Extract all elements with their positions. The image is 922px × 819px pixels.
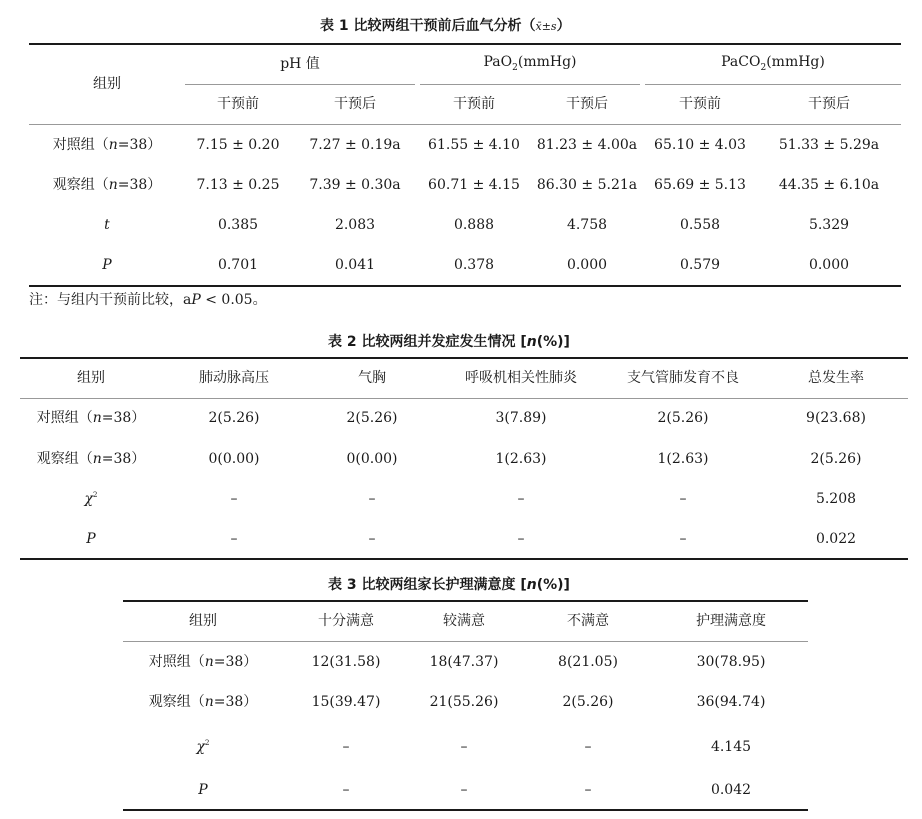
table3-cell: –	[460, 739, 468, 755]
table1-row-label: 观察组（n=38）	[52, 177, 162, 193]
table2-row-label: 对照组（n=38）	[36, 410, 146, 426]
table3-cell: 30(78.95)	[696, 654, 766, 670]
table3-cell: –	[342, 739, 350, 755]
table2-cell: 2(5.26)	[208, 410, 260, 426]
table2-cell: –	[679, 531, 687, 547]
table2-row-label: $\chi^2$	[84, 491, 98, 507]
table2-cell: –	[230, 491, 238, 507]
table2-row-label: 观察组（n=38）	[36, 451, 146, 467]
table1-cell: 0.000	[808, 257, 850, 273]
table2-cell: 1(2.63)	[657, 451, 709, 467]
table1-cell: 86.30 ± 5.21a	[536, 177, 638, 193]
table3-row-label: $\chi^2$	[196, 739, 210, 755]
table1-header-pao2: PaO$_2$(mmHg)	[483, 54, 577, 73]
table2-cell: –	[679, 491, 687, 507]
table1-subheader: 干预前	[679, 96, 721, 112]
table1-cell: 0.041	[334, 257, 376, 273]
table2-header: 肺动脉高压	[199, 370, 269, 386]
table1-cell: 0.558	[679, 217, 721, 233]
table1-cell: 7.13 ± 0.25	[196, 177, 280, 193]
table2-cell: 0.022	[815, 531, 857, 547]
table1-cell: 51.33 ± 5.29a	[778, 137, 880, 153]
table3-header-rule	[123, 641, 808, 642]
table1-row-label: 对照组（n=38）	[52, 137, 162, 153]
table3-row-label: 观察组（n=38）	[148, 694, 258, 710]
table1-row-label: P	[102, 257, 112, 273]
table1-cell: 0.579	[679, 257, 721, 273]
table3-caption: 表 3 比较两组家长护理满意度 [n(%)]	[328, 577, 570, 593]
table2-cell: 3(7.89)	[495, 410, 547, 426]
table1-cell: 65.10 ± 4.03	[654, 137, 746, 153]
table3-header: 较满意	[443, 613, 485, 629]
table1-caption	[320, 19, 571, 33]
table1-cell: 7.15 ± 0.20	[196, 137, 280, 153]
table3-cell: 8(21.05)	[558, 654, 618, 670]
table1-cell: 65.69 ± 5.13	[654, 177, 746, 193]
table1-header-paco2: PaCO$_2$(mmHg)	[721, 54, 825, 73]
table3-cell: 18(47.37)	[429, 654, 499, 670]
table2-header-rule	[20, 398, 908, 399]
table1-cell: 2.083	[334, 217, 376, 233]
table2-cell: 2(5.26)	[657, 410, 709, 426]
table3-header: 十分满意	[318, 613, 374, 629]
table2-cell: –	[368, 491, 376, 507]
table3-row-label: P	[198, 782, 208, 798]
table3-bottom-rule	[123, 809, 808, 811]
table1-cell: 7.27 ± 0.19a	[309, 137, 401, 153]
table2-header: 总发生率	[808, 370, 864, 386]
table3-top-rule	[123, 600, 808, 602]
table3-cell: 36(94.74)	[696, 694, 766, 710]
table1-group-rule-ph	[185, 84, 415, 85]
table2-cell: –	[517, 491, 525, 507]
table2-cell: 0(0.00)	[208, 451, 260, 467]
table1-cell: 7.39 ± 0.30a	[309, 177, 401, 193]
table2-caption: 表 2 比较两组并发症发生情况 [n(%)]	[328, 334, 570, 350]
table1-row-label: t	[104, 217, 110, 233]
table1-cell: 0.000	[566, 257, 608, 273]
table2-top-rule	[20, 357, 908, 359]
table1-cell: 44.35 ± 6.10a	[778, 177, 880, 193]
table1-header-ph: pH 值	[280, 56, 320, 72]
table2-cell: –	[517, 531, 525, 547]
table1-header-group: 组别	[93, 76, 121, 92]
table1-caption-stat: x̄±s	[535, 20, 557, 33]
table2-cell: –	[230, 531, 238, 547]
table1-cell: 81.23 ± 4.00a	[536, 137, 638, 153]
table1-group-rule-paco2	[645, 84, 901, 85]
table2-cell: 1(2.63)	[495, 451, 547, 467]
table1-cell: 5.329	[808, 217, 850, 233]
table1-cell: 4.758	[566, 217, 608, 233]
table3-cell: –	[584, 739, 592, 755]
table2-cell: 2(5.26)	[810, 451, 862, 467]
table1-subheader: 干预前	[453, 96, 495, 112]
table3-header: 护理满意度	[696, 613, 766, 629]
table1-cell: 0.888	[453, 217, 495, 233]
table1-cell: 0.701	[217, 257, 259, 273]
table3-cell: –	[342, 782, 350, 798]
table3-cell: 15(39.47)	[311, 694, 381, 710]
table3-header: 不满意	[567, 613, 609, 629]
table1-note: 注：与组内干预前比较，aP < 0.05。	[29, 292, 267, 308]
table2-cell: 9(23.68)	[806, 410, 866, 426]
table1-subheader: 干预后	[566, 96, 608, 112]
table3-cell: 12(31.58)	[311, 654, 381, 670]
table1-bottom-rule	[29, 285, 901, 287]
table1-cell: 0.385	[217, 217, 259, 233]
table2-cell: 2(5.26)	[346, 410, 398, 426]
table3-cell: 0.042	[710, 782, 752, 798]
table1-caption-suffix: ）	[556, 18, 571, 34]
table1-cell: 61.55 ± 4.10	[428, 137, 520, 153]
table3-header: 组别	[189, 613, 217, 629]
table3-cell: 2(5.26)	[562, 694, 614, 710]
table1-group-rule-pao2	[420, 84, 640, 85]
table1-subheader: 干预前	[217, 96, 259, 112]
table1-cell: 60.71 ± 4.15	[428, 177, 520, 193]
table2-row-label: P	[86, 531, 96, 547]
table3-cell: 4.145	[710, 739, 752, 755]
table1-top-rule	[29, 43, 901, 45]
table1-subheader: 干预后	[808, 96, 850, 112]
table2-header: 气胸	[358, 370, 386, 386]
table1-header-rule	[29, 124, 901, 125]
table2-header: 支气管肺发育不良	[627, 370, 739, 386]
table1-subheader: 干预后	[334, 96, 376, 112]
table2-cell: 0(0.00)	[346, 451, 398, 467]
table3-cell: 21(55.26)	[429, 694, 499, 710]
table2-cell: 5.208	[815, 491, 857, 507]
table1-caption-prefix: 表 1 比较两组干预前后血气分析（	[320, 18, 536, 34]
table1-cell: 0.378	[453, 257, 495, 273]
table2-header: 呼吸机相关性肺炎	[465, 370, 577, 386]
table3-cell: –	[460, 782, 468, 798]
table3-row-label: 对照组（n=38）	[148, 654, 258, 670]
table2-header: 组别	[77, 370, 105, 386]
table2-cell: –	[368, 531, 376, 547]
table3-cell: –	[584, 782, 592, 798]
table2-bottom-rule	[20, 558, 908, 560]
